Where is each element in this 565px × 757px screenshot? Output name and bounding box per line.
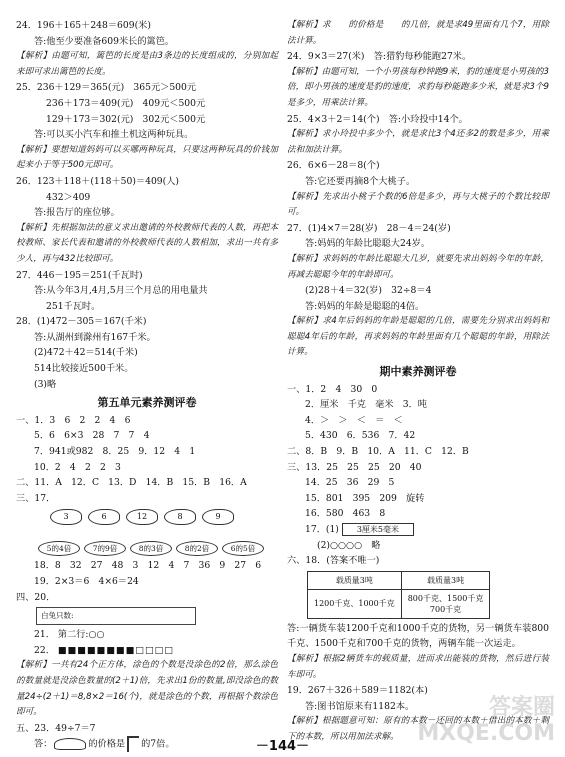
answer-line: 答:从今年3月,4月,5月三个月总的用电量共 [34,285,208,297]
analysis-paragraph: 【解析】求妈妈的年龄比聪聪大几岁，就要先求出妈妈今年的年龄，再减去聪聪今年的年龄即可。 [287,253,549,280]
answer-mid: 的价格是 [88,738,126,750]
box-label: 白兔只数: [41,611,74,621]
answer-line: 27．(1)4×7＝28(岁) 28－4＝24(岁) [287,222,451,234]
answer-line: 24．9×3＝27(米) 答:猎豹每秒能跑27米。 [287,51,472,63]
answer-line: 25．4×3＋2＝14(个) 答:小玲投中14个。 [287,113,468,125]
answer-line: 答:妈妈的年龄比聪聪大24岁。 [305,238,431,250]
answer-line: 7．941或982 8．25 9．12 4 1 [34,446,196,458]
analysis-paragraph: 【解析】求 的价格是 的几倍，就是求49里面有几个7，用除法计算。 [287,20,549,46]
answer-text: 第二行:○○ [57,629,105,641]
analysis-paragraph: 【解析】要想知道妈妈可以买哪两种玩具，只要这两种玩具的价钱加起来小于等于500元即可。 [16,144,278,171]
right-column [287,18,549,746]
question-number: 17．(1) [305,524,339,535]
oval-label: 8的3倍 [130,541,172,556]
answer-line: 25．236＋129＝365(元) 365元＞500元 [16,82,197,94]
answer-line: 答:报告厅的座位够。 [34,207,120,219]
answer-line [287,522,549,538]
answer-line: 三、13．25 25 25 20 40 [287,461,422,473]
answer-line [16,643,278,659]
answer-line: 15．801 395 209 旋转 [305,492,425,504]
answer-line: 二、8．B 9．B 10．A 11．C 12．B [287,446,469,458]
oval-label: 8的2倍 [176,541,218,556]
answer-prefix: 答： [34,738,53,750]
section-title: 第五单元素养测评卷 [97,396,197,410]
fish-icon: 9 [202,509,234,525]
answer-line: 答:图书馆原来有1182本。 [305,700,415,712]
answer-line: 26．123＋118＋(118＋50)＝409(人) [16,175,179,187]
fish-icon: 3 [50,509,82,525]
analysis-paragraph: 【解析】根据题意可知：原有的本数－还回的本数＋借出的本数＋剩下的本数，所以用加法求解。 [287,716,549,742]
analysis-paragraph: 【解析】由题可知，一个小男孩每秒钟跑9米，豹的速度是小男孩的3倍，即小男孩的速度是豹的速度，求豹每秒能跑多少米，就是求3个9是多少，用乘法计算。 [287,66,549,108]
answer-line: 16．580 463 8 [305,508,386,520]
page-number: －144－ [255,739,310,754]
fish-row [16,509,278,525]
answer-line: (2)28＋4＝32(岁) 32÷8＝4 [305,285,432,297]
cell-line: 700千克 [429,604,462,614]
answer-line: (2)○○○○ 略 [317,539,381,551]
oval-label: 5的4倍 [38,541,80,556]
table-cell [401,589,490,618]
answer-line: 答:它还要再摘8个大桃子。 [305,175,416,187]
answer-line: 答:可以买小汽车和推土机这两种玩具。 [34,129,194,141]
answer-line: 236＋173＝409(元) 409元＜500元 [46,97,206,109]
answer-line: 251千瓦时。 [46,300,101,312]
left-column [16,18,278,752]
table-header: 载质量3吨 [401,571,490,589]
cubes-icon: ■■■■■■■■□□□□ [57,644,174,656]
analysis-paragraph: 【解析】一共有24个正方体，涂色的个数是没涂色的2倍，那么涂色的数量就是没涂色数量的(2＋1)倍，先求出1份的数量,即没涂色的数量24÷(2＋1)＝8,8×2＝16(个)，就是涂色的个数，再根据个数涂色即可。 [16,660,278,718]
truck-table [307,571,490,619]
answer-line: 一、1．3 6 2 2 4 6 [16,414,131,426]
answer-end: 的7倍。 [141,738,175,750]
answer-line: 26．6×6－28＝8(个) [287,160,380,172]
answer-line: 5．430 6．536 7．42 [305,430,416,442]
cell-line: 800千克、1500千克 [407,593,484,603]
section-title: 期中素养测评卷 [379,365,457,379]
answer-line: 2．厘米 千克 毫米 3．吨 [305,399,427,411]
question-number: 22． [34,644,55,656]
oval-label: 6的5倍 [222,541,264,556]
answer-line: (2)472＋42＝514(千米) [34,347,138,359]
answer-line: 432＞409 [46,191,91,203]
answer-line: 10．2 4 2 2 3 [34,461,121,473]
analysis-paragraph: 【解析】先根据加法的意义求出邀请的外校教师代表的人数，再把本校教师、家长代表和邀请的外校教师代表的人数相加，求出一共有多少人，再与432比较即可。 [16,222,278,264]
fish-icon: 8 [164,509,196,525]
analysis-paragraph: 【解析】求4年后妈妈的年龄是聪聪的几倍，需要先分别求出妈妈和聪聪4年后的年龄，再求妈妈的年龄里面有几个聪聪的年龄，用除法计算。 [287,316,549,358]
fish-icon: 12 [126,509,158,525]
answer-line: 答:妈妈的年龄是聪聪的4倍。 [305,300,425,312]
answer-line: 19．2×3＝6 4×6＝24 [34,576,139,587]
watermark: 答案圈 MXQE.COM [417,695,555,746]
analysis-paragraph: 【解析】根据2辆货车的载质量，进而求出能装的货物，然后进行装车即可。 [287,653,549,680]
answer-line: 答:他至少要准备609米长的篱笆。 [34,35,175,47]
question-number: 21． [34,629,55,641]
analysis-paragraph: 【解析】先求出小桃子个数的6倍是多少，再与大桃子的个数比较即可。 [287,191,549,218]
measure-box: 3厘米5毫米 [342,523,414,536]
oval-label: 7的9倍 [84,541,126,556]
analysis-paragraph: 【解析】由题可知，篱笆的长度是由3条边的长度组成的，分别加起来即可求出篱笆的长度。 [16,51,278,77]
answer-line: (3)略 [34,378,57,390]
answer-line: 答:从湖州到滁州有167千米。 [34,331,156,343]
answer-line: 19．267＋326＋589＝1182(本) [287,685,428,697]
answer-line: 129＋173＝302(元) 302元＜500元 [46,113,206,125]
answer-line [16,627,278,643]
answer-line: 28．(1)472－305＝167(千米) [16,316,147,328]
answer-line: 5．6 6×3 28 7 7 4 [34,430,150,442]
answer-line: 18．8 32 27 48 3 12 4 7 36 9 27 6 [34,560,262,572]
answer-line: 4．＞ ＞ ＜ ＝ ＜ [305,414,403,426]
answer-line: 二、11．A 12．C 13．D 14．B 15．B 16．A [16,477,247,489]
answer-line: 六、18．(答案不唯一) [287,555,380,567]
answer-paragraph: 答:一辆货车装1200千克和1000千克的货物，另一辆货车装800千克、1500千克和700千克的货物，两辆车能一次运走。 [287,622,549,650]
answer-line: 三、17． [16,492,56,504]
table-cell: 1200千克、1000千克 [308,589,402,618]
answer-line: 四、20． [16,591,56,603]
fish-icon: 6 [88,509,120,525]
answer-line: 514比较接近500千米。 [34,363,134,375]
drawing-box [36,607,196,625]
table-header: 载质量3吨 [308,571,402,589]
answer-line: 27．446－195＝251(千瓦时) [16,269,143,281]
analysis-paragraph: 【解析】求小玲投中多少个，就是求比3个4还多2的数是多少，用乘法和加法计算。 [287,129,549,155]
answer-line: 24．196＋165＋248＝609(米) [16,20,151,31]
answer-line: 14．25 36 29 5 [305,477,395,489]
oval-row [16,541,278,556]
answer-line: 五、23．49÷7＝7 [16,722,96,734]
answer-line: 一、1．2 4 30 0 [287,383,378,395]
